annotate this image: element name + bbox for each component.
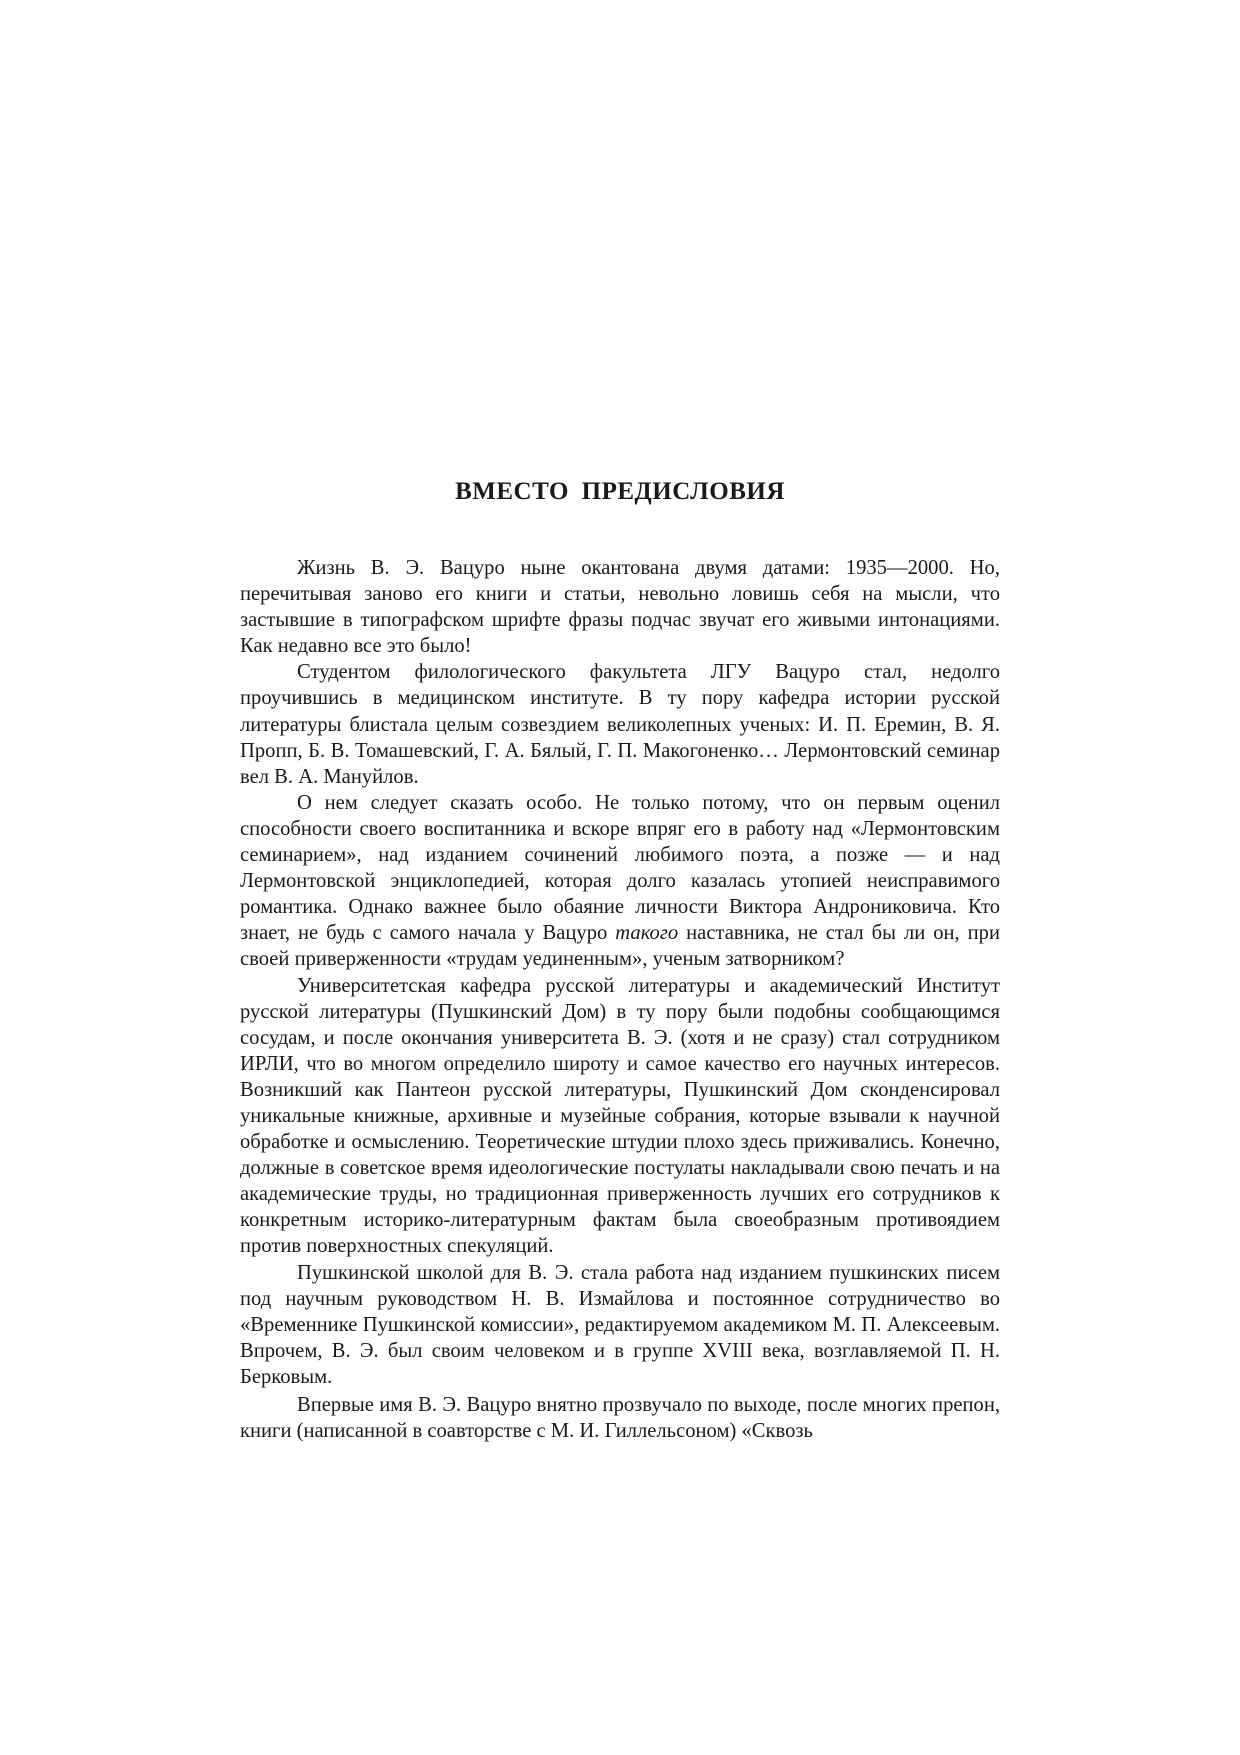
paragraph-1: Жизнь В. Э. Вацуро ныне окантована двумя датами: 1935—2000. Но, перечитывая заново его книги и статьи, невольно ловишь себя на мысли, что застывшие в типографском шрифте фразы подчас звучат его живыми интонациями. Как недавно все это было! (240, 557, 1000, 658)
paragraph-3-text-before: О нем следует сказать особо. Не только потому, что он первым оценил способности своего воспитанника и вскоре впряг его в работу над «Лермонтовским семинарием», над изданием сочинений любимого поэта, а позже — и над Лермонтовской энциклопедией, которая долго казалась утопией неисправимого романтика. Однако важнее было обаяние личности Виктора Андрониковича. Кто знает, не будь с самого начала у Вацуро (240, 791, 1000, 945)
body-text (240, 555, 1000, 1444)
paragraph-3-emphasis: такого (615, 922, 679, 945)
paragraph-4: Университетская кафедра русской литературы и академический Институт русской литературы (Пушкинский Дом) в ту пору были подобны сообщающимся сосудам, и после окончания университета В. Э. (хотя и не сразу) стал сотрудником ИРЛИ, что во многом определило широту и самое качество его научных интересов. Возникший как Пантеон русской литературы, Пушкинский Дом сконденсировал уникальные книжные, архивные и музейные собрания, которые взывали к научной обработке и осмыслению. Теоретические штудии плохо здесь приживались. Конечно, должные в советское время идеологические постулаты накладывали свою печать и на академические труды, но традиционная приверженность лучших его сотрудников к конкретным историко-литературным фактам была своеобразным противоядием против поверхностных спекуляций. (240, 974, 1000, 1258)
paragraph-2: Студентом филологического факультета ЛГУ Вацуро стал, недолго проучившись в медицинском институте. В ту пору кафедра истории русской литературы блистала целым созвездием великолепных ученых: И. П. Еремин, В. Я. Пропп, Б. В. Томашевский, Г. А. Бялый, Г. П. Макогоненко… Лермонтовский семинар вел В. А. Мануйлов. (240, 661, 1000, 788)
paragraph-5: Пушкинской школой для В. Э. стала работа над изданием пушкинских писем под научным руководством Н. В. Измайлова и постоянное сотрудничество во «Временнике Пушкинской комиссии», редактируемом академиком М. П. Алексеевым. Впрочем, В. Э. был своим человеком и в группе XVIII века, возглавляемой П. Н. Берковым. (240, 1261, 1000, 1388)
paragraph-3 (240, 790, 1000, 973)
paragraph-3-text-after: наставника, не стал бы ли он, при своей приверженности «трудам уединенным», ученым затворником? (240, 922, 1000, 971)
chapter-title: ВМЕСТО ПРЕДИСЛОВИЯ (455, 478, 785, 505)
paragraph-6: Впервые имя В. Э. Вацуро внятно прозвучало по выходе, после многих препон, книги (написанной в соавторстве с М. И. Гиллельсоном) «Сквозь (240, 1394, 1000, 1443)
